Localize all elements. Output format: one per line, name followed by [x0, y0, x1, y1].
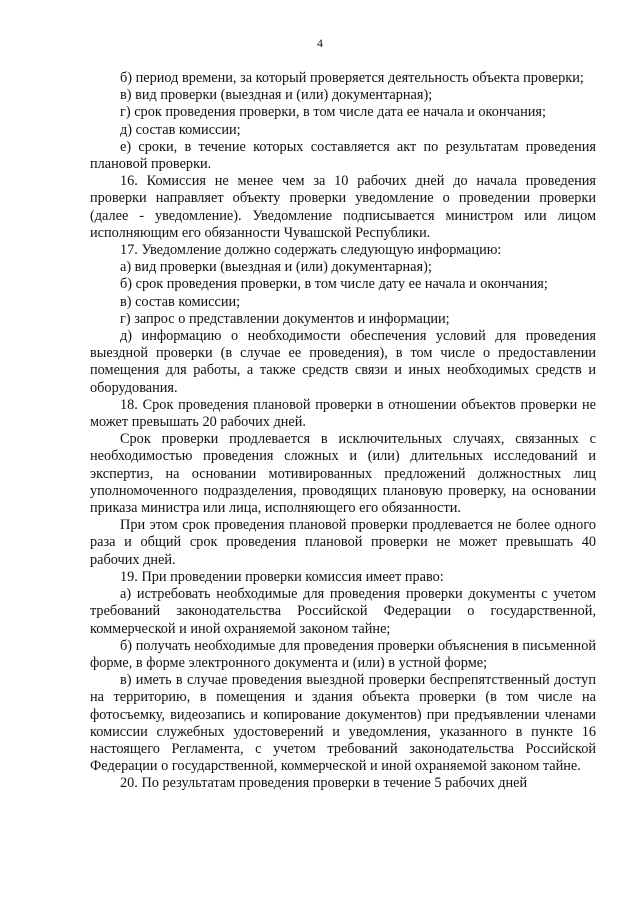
paragraph-b-period: б) период времени, за который проверяется деятельность объекта проверки;: [120, 70, 584, 86]
paragraph-17-d: д) информацию о необходимости обеспечения условий для проведения выездной проверки (в случае ее проведения), в том числе о предоставлении помещения для работы, а также средств связи и иных необходимых средств и оборудования.: [90, 328, 596, 396]
paragraph-d-commission: д) состав комиссии;: [120, 121, 241, 138]
paragraph-18-term: 18. Срок проведения плановой проверки в отношении объектов проверки не может превышать 20 рабочих дней.: [90, 396, 596, 431]
paragraph-20-results: 20. По результатам проведения проверки в течение 5 рабочих дней: [120, 775, 528, 792]
paragraph-e-act-terms: е) сроки, в течение которых составляется акт по результатам проведения плановой проверки.: [90, 138, 596, 173]
paragraph-v-check-type: в) вид проверки (выездная и (или) документарная);: [120, 87, 433, 104]
page-number: 4: [317, 36, 323, 50]
paragraph-17-content: 17. Уведомление должно содержать следующую информацию:: [120, 242, 502, 259]
paragraph-19-v: в) иметь в случае проведения выездной проверки беспрепятственный доступ на территорию, в помещения и здания объекта проверки (в том числе на фотосъемку, видеозапись и копирование документов) при предъявлении членами комиссии служебных удостоверений и уведомления, указанного в пункте 16 настоящего Регламента, с учетом требований законодательства Российской Федерации о государственной, коммерческой и иной охраняемой законом тайне.: [90, 672, 596, 775]
paragraph-17-a: а) вид проверки (выездная и (или) документарная);: [120, 259, 432, 276]
paragraph-17-v: в) состав комиссии;: [120, 293, 241, 310]
document-body: [90, 70, 596, 793]
paragraph-18-extension: Срок проверки продлевается в исключительных случаях, связанных с необходимостью проведения сложных и (или) длительных исследований и экспертиз, на основании мотивированных предложений должностных лиц уполномоченного подразделения, проводящих плановую проверку, на основании приказа министра или лица, исполняющего его обязанности.: [90, 431, 596, 517]
paragraph-19-b: б) получать необходимые для проведения проверки объяснения в письменной форме, в форме электронного документа и (или) в устной форме;: [90, 637, 596, 671]
paragraph-17-g: г) запрос о представлении документов и информации;: [120, 310, 450, 327]
paragraph-16-notification: 16. Комиссия не менее чем за 10 рабочих дней до начала проведения проверки направляет объекту проверки уведомление о проведении проверки (далее - уведомление). Уведомление подписывается министром или лицом исполняющим его обязанности Чувашской Республики.: [90, 173, 596, 241]
paragraph-18-limit: При этом срок проведения плановой проверки продлевается не более одного раза и общий срок проведения плановой проверки не может превышать 40 рабочих дней.: [90, 517, 596, 568]
paragraph-19-rights: 19. При проведении проверки комиссия имеет право:: [120, 568, 444, 585]
paragraph-g-check-term: г) срок проведения проверки, в том числе дата ее начала и окончания;: [120, 104, 546, 121]
paragraph-17-b: б) срок проведения проверки, в том числе дату ее начала и окончания;: [120, 276, 548, 293]
paragraph-19-a: а) истребовать необходимые для проведения проверки документы с учетом требований законодательства Российской Федерации о государственной, коммерческой и иной охраняемой законом тайне;: [90, 586, 596, 637]
